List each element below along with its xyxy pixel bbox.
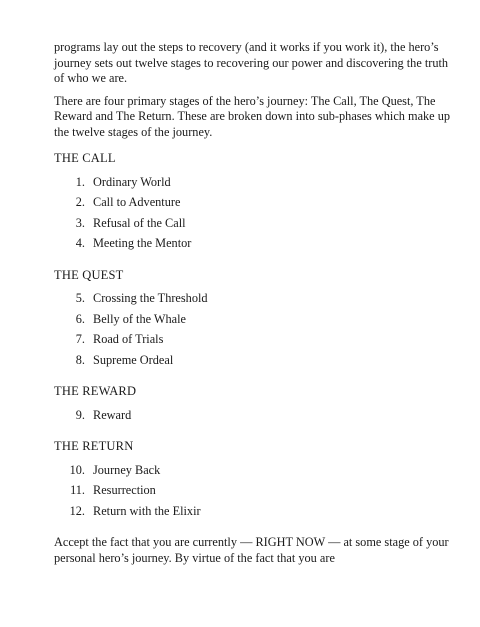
section-the-return — [54, 439, 454, 524]
list-number: 9. — [75, 407, 85, 422]
list-text: Road of Trials — [93, 332, 164, 346]
section-heading: THE REWARD — [54, 384, 137, 398]
list-item — [54, 175, 454, 196]
section-the-call — [54, 151, 454, 257]
stage-list — [54, 463, 454, 525]
list-number: 4. — [75, 236, 85, 250]
section-heading: THE QUEST — [54, 267, 124, 282]
list-item — [54, 463, 454, 484]
list-text: Refusal of the Call — [93, 215, 186, 230]
list-text: Reward — [93, 407, 132, 422]
list-item — [54, 312, 454, 333]
stage-list — [54, 408, 454, 429]
list-number: 12. — [69, 503, 85, 518]
section-the-reward — [54, 384, 454, 428]
list-text: Ordinary World — [93, 174, 171, 189]
list-item — [54, 353, 454, 374]
list-text: Meeting the Mentor — [93, 236, 192, 250]
intro-paragraph-2: There are four primary stages of the hero’s journey: The Call, The Quest, The Reward and The Return. These are broken down into sub-phases which make up the twelve stages of the journey. — [54, 93, 451, 139]
stage-list — [54, 175, 454, 257]
list-item — [54, 332, 454, 353]
document-page — [54, 40, 454, 566]
list-item — [54, 408, 454, 429]
list-item — [54, 216, 454, 237]
list-number: 7. — [75, 332, 85, 346]
list-number: 2. — [75, 195, 85, 209]
section-the-quest — [54, 268, 454, 374]
list-number: 8. — [75, 352, 85, 367]
section-heading: THE CALL — [54, 151, 116, 165]
list-text: Belly of the Whale — [93, 311, 186, 326]
list-item — [54, 195, 454, 216]
list-text: Resurrection — [93, 483, 156, 497]
list-text: Return with the Elixir — [93, 503, 201, 518]
intro-paragraph-1: programs lay out the steps to recovery (and it works if you work it), the hero’s journey sets out twelve stages to recovering our power and discovering the truth of who we are. — [54, 40, 449, 85]
closing-paragraph: Accept the fact that you are currently — RIGHT NOW — at some stage of your personal hero’s journey. By virtue of the fact that you are — [54, 535, 449, 565]
list-number: 6. — [75, 311, 85, 326]
section-heading: THE RETURN — [54, 439, 134, 453]
list-text: Journey Back — [93, 462, 161, 477]
list-text: Supreme Ordeal — [93, 352, 174, 367]
list-item — [54, 236, 454, 257]
list-item — [54, 504, 454, 525]
list-number: 5. — [75, 291, 85, 305]
list-item — [54, 483, 454, 504]
list-item — [54, 291, 454, 312]
list-number: 11. — [70, 483, 85, 497]
list-text: Call to Adventure — [93, 195, 181, 209]
list-number: 3. — [75, 215, 85, 230]
list-number: 10. — [69, 462, 85, 477]
list-text: Crossing the Threshold — [93, 291, 208, 305]
list-number: 1. — [75, 174, 85, 189]
stage-list — [54, 291, 454, 373]
